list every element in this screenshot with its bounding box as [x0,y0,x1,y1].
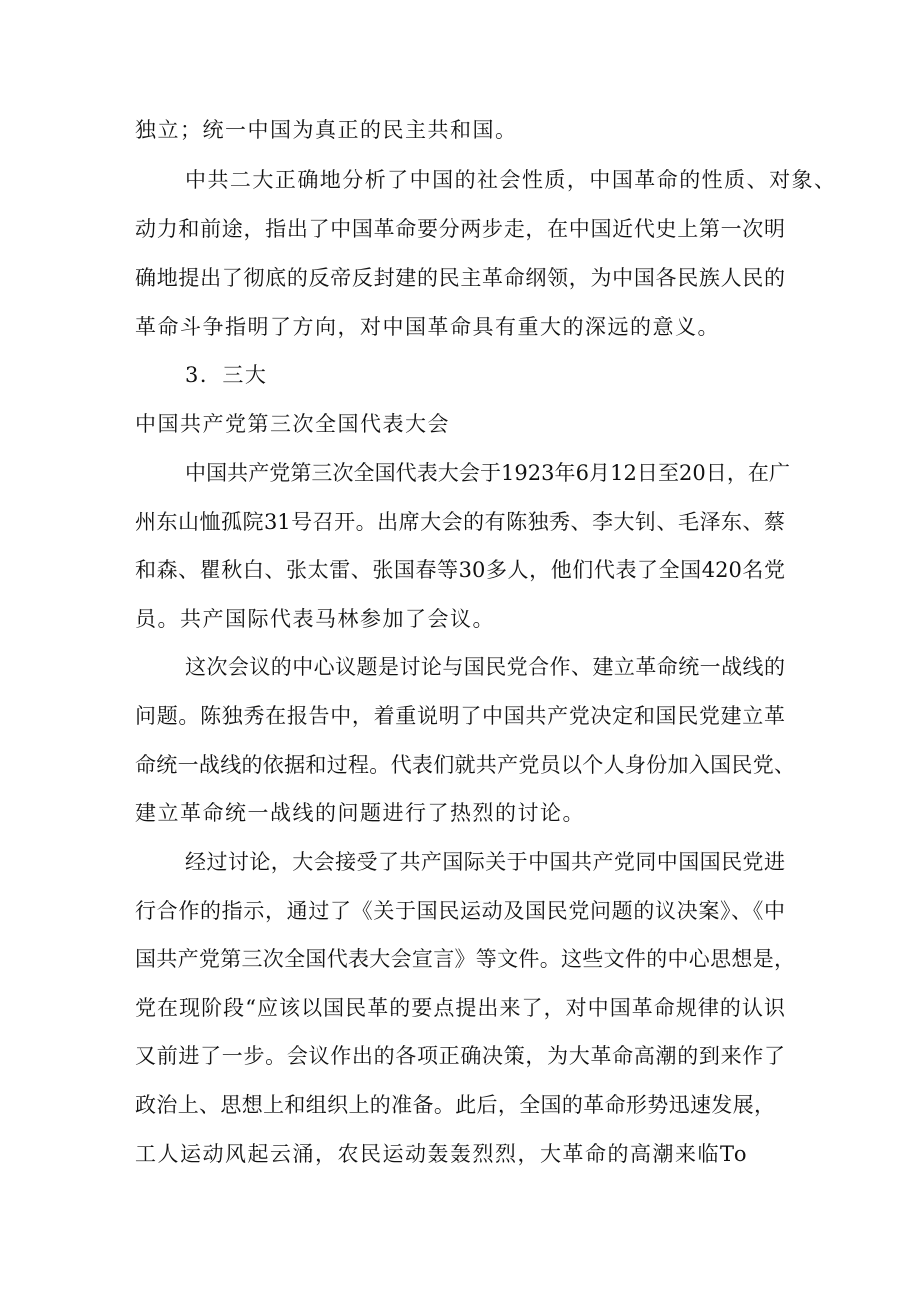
text-line: 问题。陈独秀在报告中，着重说明了中国共产党决定和国民党建立革 [135,704,785,728]
text-line: 动力和前途，指出了中国革命要分两步走，在中国近代史上第一次明 [135,217,785,241]
text-line: 确地提出了彻底的反帝反封建的民主革命纲领，为中国各民族人民的 [135,266,785,290]
paragraph-first-line: 中国共产党第三次全国代表大会于1923年6月12日至20日，在广 [185,461,790,485]
paragraph-first-line: 经过讨论，大会接受了共产国际关于中国共产党同中国国民党进 [185,850,785,874]
text-line: 独立；统一中国为真正的民主共和国。 [135,118,518,142]
section-number-heading: 3．三大 [185,363,268,387]
text-line: 行合作的指示，通过了《关于国民运动及国民党问题的议决案》、《中 [135,899,785,923]
text-line: 工人运动风起云涌，农民运动轰轰烈烈，大革命的高潮来临To [135,1142,749,1166]
section-title: 中国共产党第三次全国代表大会 [135,412,450,436]
text-line: 党在现阶段“应该以国民革的要点提出来了，对中国革命规律的认识 [135,996,785,1020]
text-line: 国共产党第三次全国代表大会宣言》等文件。这些文件的中心思想是， [135,947,795,971]
text-line: 命统一战线的依据和过程。代表们就共产党员以个人身份加入国民党、 [135,753,795,777]
text-line: 革命斗争指明了方向，对中国革命具有重大的深远的意义。 [135,315,720,339]
text-line: 员。共产国际代表马林参加了会议。 [135,607,495,631]
paragraph-first-line: 这次会议的中心议题是讨论与国民党合作、建立革命统一战线的 [185,655,785,679]
text-line: 州东山恤孤院31号召开。出席大会的有陈独秀、李大钊、毛泽东、蔡 [135,510,785,534]
paragraph-first-line: 中共二大正确地分析了中国的社会性质，中国革命的性质、对象、 [185,168,835,192]
text-line: 又前进了一步。会议作出的各项正确决策，为大革命高潮的到来作了 [135,1044,785,1068]
text-line: 建立革命统一战线的问题进行了热烈的讨论。 [135,801,585,825]
text-line: 和森、瞿秋白、张太雷、张国春等30多人，他们代表了全国420名党 [135,558,785,582]
text-line: 政治上、思想上和组织上的准备。此后，全国的革命形势迅速发展， [135,1093,775,1117]
